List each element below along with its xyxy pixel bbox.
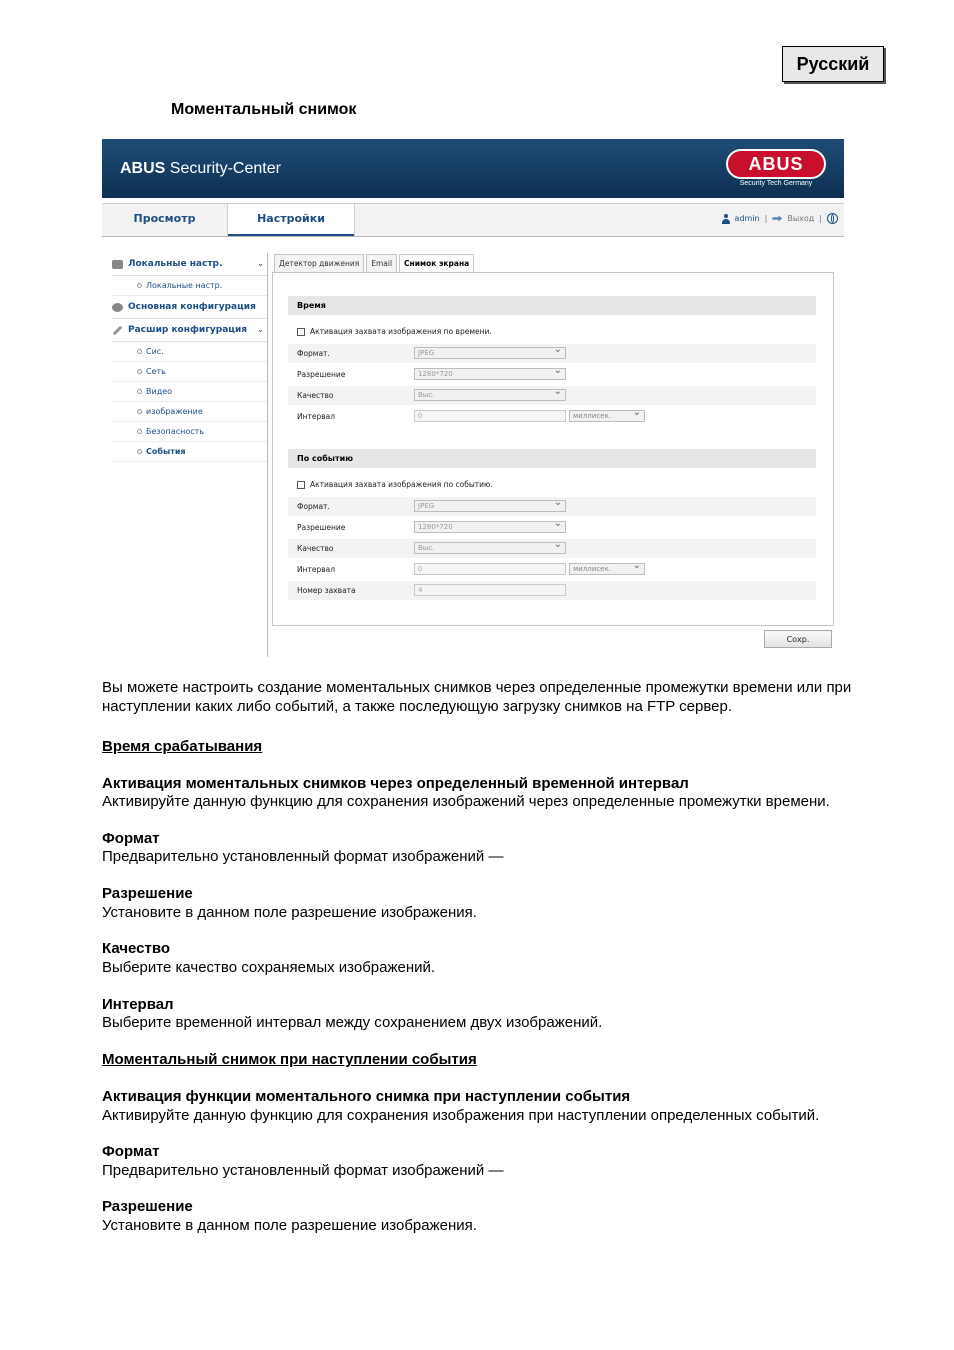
bullet-icon [137,409,142,414]
form-row-resolution [288,365,816,384]
sub-tabs [274,254,476,272]
item-title: Качество [102,940,171,957]
tab-motion-detection[interactable]: Детектор движения [274,254,364,272]
interval-unit-select[interactable]: миллисек. ⌄ [569,563,645,575]
sidebar-group-label: Локальные настр. [128,259,223,269]
item-text: Предварительно установленный формат изображений — [102,1162,504,1179]
sidebar-group-local[interactable] [112,253,268,276]
checkbox-label: Активация захвата изображения по времени. [310,327,492,336]
tab-settings[interactable]: Настройки [228,204,354,236]
app-screenshot [102,139,844,659]
snapshot-panel [272,272,834,626]
sidebar-item-label: Видео [146,387,173,396]
item-text: Предварительно установленный формат изображений — [102,848,504,865]
item-text: Установите в данном поле разрешение изображения. [102,1217,477,1234]
bullet-icon [137,283,142,288]
logo-subtitle: Security Tech Germany [739,180,813,187]
sidebar-group-basic[interactable] [112,296,268,319]
quality-select[interactable]: Выс. ⌄ [414,542,566,554]
section-header-event: По событию [288,449,816,468]
sidebar-item-label: Локальные настр. [146,281,223,290]
separator: | [819,214,822,223]
bullet-icon [137,449,142,454]
item-text: Активируйте данную функцию для сохранения изображений через определенные промежутки времени. [102,793,830,810]
time-capture-toggle[interactable] [297,327,492,336]
user-icon [722,214,730,224]
field-label: Разрешение [297,370,346,379]
user-name[interactable]: admin [734,214,760,223]
sidebar-group-label: Основная конфигурация [128,302,256,312]
event-capture-toggle[interactable] [297,480,493,489]
interval-input[interactable]: 0 [414,410,566,422]
chevron-down-icon: ⌄ [257,325,264,334]
checkbox[interactable] [297,481,305,489]
field-label: Качество [297,544,334,553]
app-banner [102,139,844,198]
user-area [722,213,838,224]
logout-icon [772,216,782,222]
field-label: Качество [297,391,334,400]
sidebar-item-network[interactable] [112,362,268,382]
sidebar-item-system[interactable] [112,342,268,362]
format-select[interactable]: JPEG ⌄ [414,347,566,359]
quality-select[interactable]: Выс. ⌄ [414,389,566,401]
intro-paragraph: Вы можете настроить создание моментальных снимков через определенные промежутки времени или при наступлении каких либо событий, а также последующую загрузку снимков на FTP сервер. [102,679,852,715]
sidebar [112,253,268,462]
capture-number-input[interactable]: 4 [414,584,566,596]
sidebar-group-advanced[interactable] [112,319,268,342]
bullet-icon [137,369,142,374]
tab-snapshot[interactable]: Снимок экрана [399,254,474,273]
bullet-icon [137,429,142,434]
sidebar-item-label: изображение [146,407,203,416]
sidebar-item-label: Сис. [146,347,164,356]
form-row-interval [288,560,816,579]
monitor-icon [112,260,123,269]
item-title: Разрешение [102,885,193,902]
language-label: Русский [782,46,884,82]
item-text: Установите в данном поле разрешение изображения. [102,904,477,921]
interval-input[interactable]: 0 [414,563,566,575]
nav-divider [354,204,355,236]
item-text: Выберите качество сохраняемых изображений. [102,959,436,976]
resolution-select[interactable]: 1280*720 ⌄ [414,521,566,533]
checkbox[interactable] [297,328,305,336]
format-select[interactable]: JPEG ⌄ [414,500,566,512]
save-button[interactable]: Сохр. [764,630,832,648]
sidebar-item-label: События [146,447,186,456]
item-title: Формат [102,1143,160,1160]
page-title: Моментальный снимок [171,101,357,118]
globe-icon[interactable] [827,213,838,224]
sidebar-item-video[interactable] [112,382,268,402]
checkbox-label: Активация захвата изображения по событию. [310,480,493,489]
field-label: Формат. [297,349,330,358]
sidebar-item-events[interactable] [112,442,268,462]
chevron-down-icon: ⌄ [257,259,264,268]
form-row-format [288,497,816,516]
form-row-quality [288,386,816,405]
sidebar-item-label: Безопасность [146,427,204,436]
item-title: Интервал [102,996,174,1013]
item-title: Активация функции моментального снимка при наступлении события [102,1088,631,1105]
item-title: Формат [102,830,160,847]
item-text: Активируйте данную функцию для сохранения изображения при наступлении определенных событий. [102,1107,820,1124]
section-title-time: Время срабатывания [102,738,263,755]
item-text: Выберите временной интервал между сохранением двух изображений. [102,1014,603,1031]
section-title-event: Моментальный снимок при наступлении события [102,1051,477,1068]
form-row-capture-number [288,581,816,600]
bullet-icon [137,389,142,394]
brand-bold: ABUS [120,160,166,177]
item-title: Активация моментальных снимков через определенный временной интервал [102,775,689,792]
field-label: Номер захвата [297,586,356,595]
bullet-icon [137,349,142,354]
logout-link[interactable]: Выход [787,214,815,223]
field-label: Интервал [297,412,336,421]
sidebar-item-label: Сеть [146,367,166,376]
form-row-quality [288,539,816,558]
brand-rest: Security-Center [165,160,281,177]
gear-icon [112,303,123,312]
form-row-format [288,344,816,363]
sidebar-item-security[interactable] [112,422,268,442]
abus-logo: ABUS [726,149,826,179]
wrench-icon [113,325,123,335]
field-label: Разрешение [297,523,346,532]
form-row-interval [288,407,816,426]
section-header-time: Время [288,296,816,315]
sidebar-item-image[interactable] [112,402,268,422]
tab-live-view[interactable]: Просмотр [133,212,196,225]
interval-unit-select[interactable]: миллисек. ⌄ [569,410,645,422]
sidebar-item-local[interactable] [112,276,268,296]
field-label: Интервал [297,565,336,574]
separator: | [764,214,768,223]
field-label: Формат. [297,502,330,511]
item-title: Разрешение [102,1198,193,1215]
form-row-resolution [288,518,816,537]
main-nav [102,203,844,237]
sidebar-group-label: Расшир конфигурация [128,325,248,335]
tab-email[interactable]: Email [366,254,397,272]
resolution-select[interactable]: 1280*720 ⌄ [414,368,566,380]
sidebar-divider [267,253,268,657]
app-title [120,160,281,178]
